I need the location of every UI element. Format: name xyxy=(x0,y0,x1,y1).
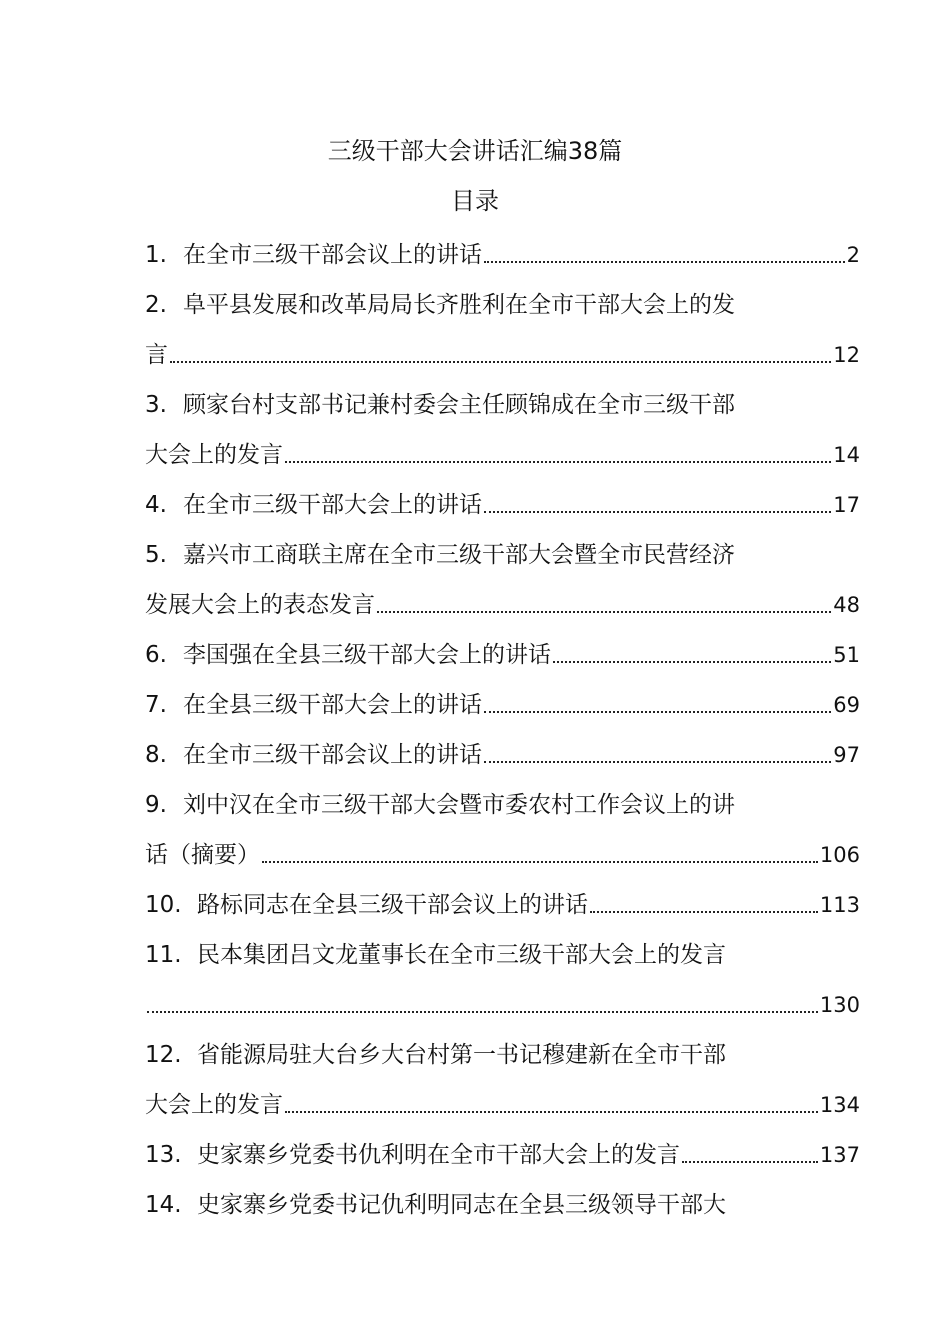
toc-entry-title: 嘉兴市工商联主席在全市三级干部大会暨全市民营经济 xyxy=(183,542,735,568)
toc-entry-title: 顾家台村支部书记兼村委会主任顾锦成在全市三级干部 xyxy=(183,392,735,418)
toc-page-number: 130 xyxy=(819,993,860,1017)
toc-entry-line[interactable] xyxy=(145,380,860,430)
document-title: 三级干部大会讲话汇编38篇 xyxy=(327,137,623,165)
toc-page-number: 106 xyxy=(819,843,860,867)
toc-page-number: 14 xyxy=(833,443,860,467)
toc-dot-leader xyxy=(285,440,831,470)
toc-entry-number: 7. xyxy=(145,692,167,718)
toc-dot-leader xyxy=(682,1140,818,1170)
toc-entry-number: 12. xyxy=(145,1042,182,1068)
toc-entry-title: 史家寨乡党委书仇利明在全市干部大会上的发言 xyxy=(197,1142,680,1168)
toc-entry-line[interactable] xyxy=(145,730,860,780)
toc-entry-number: 9. xyxy=(145,792,167,818)
toc-entry-number: 11. xyxy=(145,942,182,968)
toc-entry-line[interactable] xyxy=(145,930,860,980)
toc-entry-line[interactable] xyxy=(145,1030,860,1080)
toc-dot-leader xyxy=(170,340,831,370)
toc-dot-leader xyxy=(484,490,831,520)
toc-entry-title: 大会上的发言 xyxy=(145,1092,283,1118)
toc-entry-title: 话（摘要） xyxy=(145,842,260,868)
toc-dot-leader xyxy=(484,240,845,270)
toc-entry-line[interactable] xyxy=(145,580,860,630)
toc-dot-leader xyxy=(262,840,818,870)
toc-entry-title: 大会上的发言 xyxy=(145,442,283,468)
toc-dot-leader xyxy=(377,590,831,620)
toc-entry-line[interactable] xyxy=(145,980,860,1030)
toc-entry-number: 4. xyxy=(145,492,167,518)
toc-entry-line[interactable] xyxy=(145,530,860,580)
toc-page-number: 69 xyxy=(833,693,860,717)
toc-page-number: 113 xyxy=(819,893,860,917)
toc-page-number: 51 xyxy=(833,643,860,667)
toc-entry-title: 发展大会上的表态发言 xyxy=(145,592,375,618)
toc-page-number: 17 xyxy=(833,493,860,517)
toc-entry-title: 刘中汉在全市三级干部大会暨市委农村工作会议上的讲 xyxy=(183,792,735,818)
toc-entry-title: 在全市三级干部会议上的讲话 xyxy=(183,742,482,768)
toc-entry-line[interactable] xyxy=(145,1130,860,1180)
toc-entry-title: 省能源局驻大台乡大台村第一书记穆建新在全市干部 xyxy=(197,1042,726,1068)
toc-entry-title: 阜平县发展和改革局局长齐胜利在全市干部大会上的发 xyxy=(183,292,735,318)
toc-entry-title: 路标同志在全县三级干部会议上的讲话 xyxy=(197,892,588,918)
toc-entry-line[interactable] xyxy=(145,280,860,330)
toc-entry-line[interactable] xyxy=(145,430,860,480)
toc-page-number: 134 xyxy=(819,1093,860,1117)
toc-entry-title: 史家寨乡党委书记仇利明同志在全县三级领导干部大 xyxy=(197,1192,726,1218)
toc-dot-leader xyxy=(147,990,818,1020)
toc-page-number: 137 xyxy=(819,1143,860,1167)
toc-entry-number: 13. xyxy=(145,1142,182,1168)
toc-entry-line[interactable] xyxy=(145,330,860,380)
toc-entry-number: 5. xyxy=(145,542,167,568)
toc-entry-title: 李国强在全县三级干部大会上的讲话 xyxy=(183,642,551,668)
toc-entry-number: 10. xyxy=(145,892,182,918)
toc-entry-line[interactable] xyxy=(145,780,860,830)
toc-dot-leader xyxy=(553,640,831,670)
toc-entry-number: 1. xyxy=(145,242,167,268)
toc-entry-title: 在全县三级干部大会上的讲话 xyxy=(183,692,482,718)
toc-entry-line[interactable] xyxy=(145,1180,860,1230)
toc-heading: 目录 xyxy=(451,187,499,215)
toc-entry-line[interactable] xyxy=(145,230,860,280)
toc-entry-title: 言 xyxy=(145,342,168,368)
toc-dot-leader xyxy=(484,690,831,720)
toc-entry-title: 民本集团吕文龙董事长在全市三级干部大会上的发言 xyxy=(197,942,726,968)
toc-page-number: 2 xyxy=(846,243,860,267)
toc-entry-line[interactable] xyxy=(145,880,860,930)
toc-dot-leader xyxy=(484,740,831,770)
toc-entry-line[interactable] xyxy=(145,1080,860,1130)
toc-entry-line[interactable] xyxy=(145,630,860,680)
toc-dot-leader xyxy=(590,890,818,920)
toc-entry-number: 6. xyxy=(145,642,167,668)
toc-entry-number: 8. xyxy=(145,742,167,768)
toc-entry-line[interactable] xyxy=(145,480,860,530)
toc-dot-leader xyxy=(285,1090,818,1120)
toc-entry-title: 在全市三级干部会议上的讲话 xyxy=(183,242,482,268)
toc-entry-line[interactable] xyxy=(145,680,860,730)
toc-entry-number: 3. xyxy=(145,392,167,418)
toc-entry-title: 在全市三级干部大会上的讲话 xyxy=(183,492,482,518)
toc-entry-number: 14. xyxy=(145,1192,182,1218)
toc-page-number: 97 xyxy=(833,743,860,767)
toc-page-number: 48 xyxy=(833,593,860,617)
table-of-contents xyxy=(145,230,860,1230)
toc-page-number: 12 xyxy=(833,343,860,367)
toc-entry-line[interactable] xyxy=(145,830,860,880)
toc-entry-number: 2. xyxy=(145,292,167,318)
